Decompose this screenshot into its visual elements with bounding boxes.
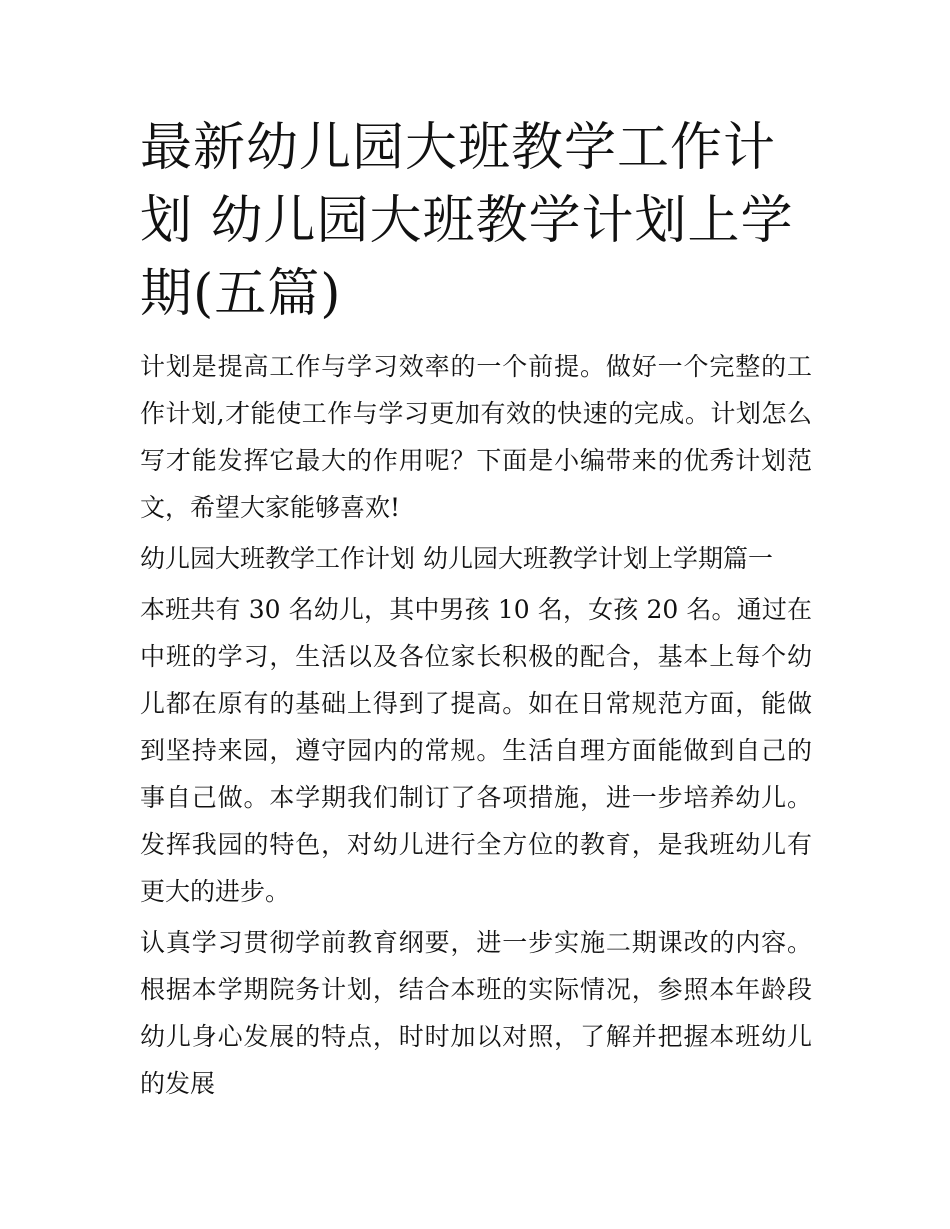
body-paragraph: 本班共有 30 名幼儿，其中男孩 10 名，女孩 20 名。通过在中班的学习，生活以及各位家长积极的配合，基本上每个幼儿都在原有的基础上得到了提高。如在日常规范方面，能做到坚持来园，遵守园内的常规。生活自理方面能做到自己的事自己做。本学期我们制订了各项措施，进一步培养幼儿。发挥我园的特色，对幼儿进行全方位的教育，是我班幼儿有更大的进步。 — [140, 595, 812, 906]
document-title: 最新幼儿园大班教学工作计划 幼儿园大班教学计划上学期(五篇) — [140, 118, 794, 324]
document-page — [140, 112, 812, 1107]
body-paragraph: 认真学习贯彻学前教育纲要，进一步实施二期课改的内容。根据本学期院务计划，结合本班的实际情况，参照本年龄段幼儿身心发展的特点，时时加以对照，了解并把握本班幼儿的发展 — [140, 928, 812, 1098]
intro-paragraph: 计划是提高工作与学习效率的一个前提。做好一个完整的工作计划,才能使工作与学习更加有效的快速的完成。计划怎么写才能发挥它最大的作用呢？下面是小编带来的优秀计划范文，希望大家能够喜欢! — [140, 352, 812, 522]
section-heading: 幼儿园大班教学工作计划 幼儿园大班教学计划上学期篇一 — [140, 544, 773, 573]
